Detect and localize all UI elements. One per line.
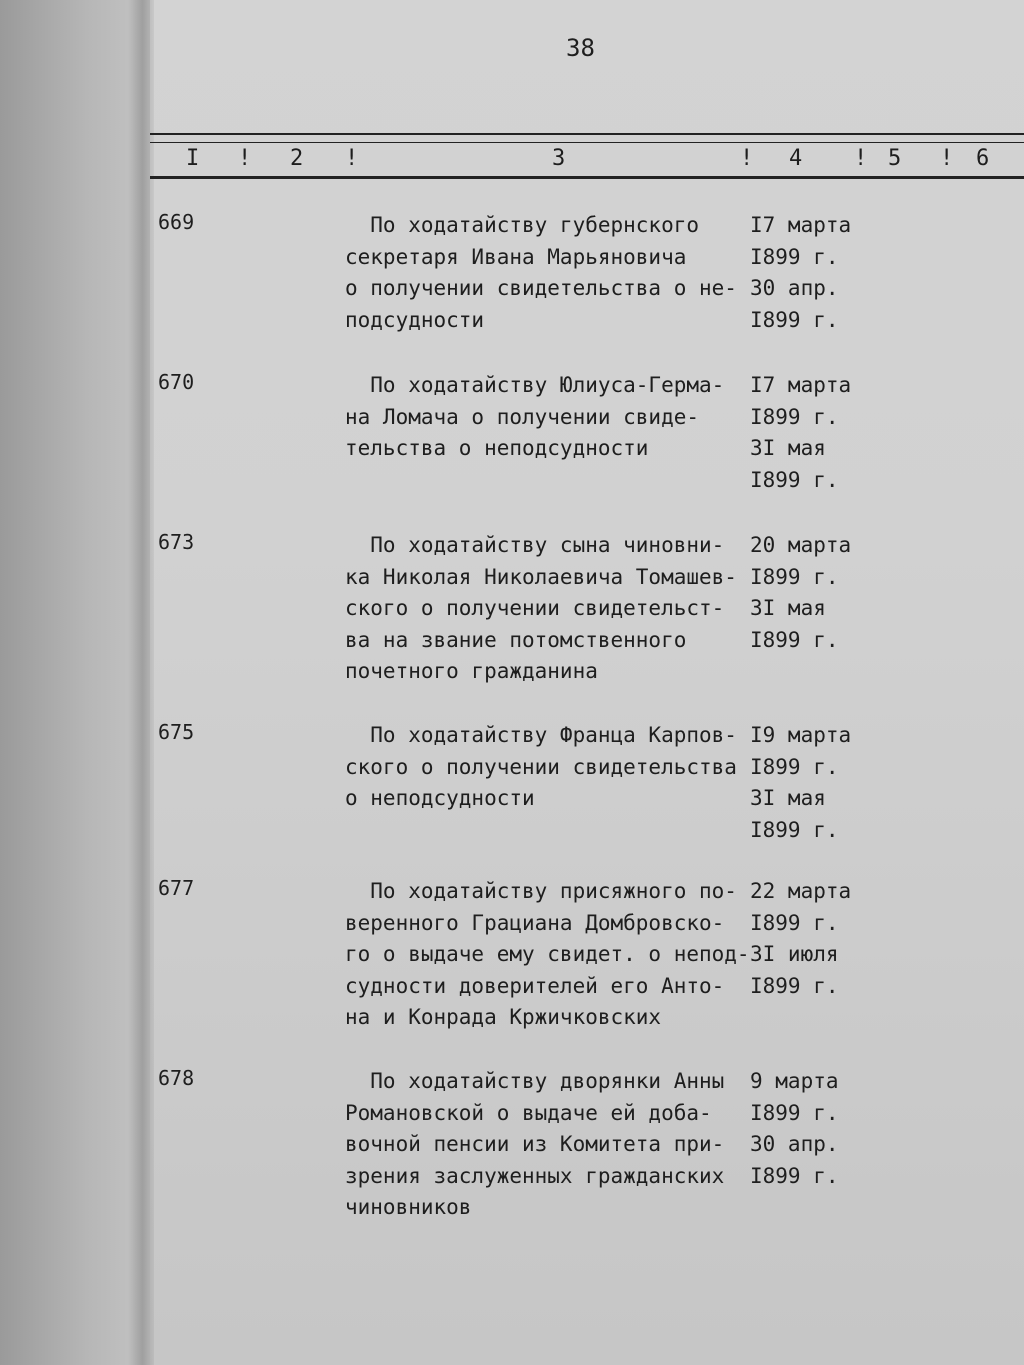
column-header-2: 2 xyxy=(290,146,304,171)
column-separator: ! xyxy=(345,146,359,171)
column-header-4: 4 xyxy=(789,146,803,171)
column-header-1: I xyxy=(186,146,200,171)
entry-number: 678 xyxy=(158,1066,195,1090)
page-number: 38 xyxy=(566,34,595,62)
table-header-rule-bottom xyxy=(150,176,1024,179)
column-separator: ! xyxy=(940,146,954,171)
column-separator: ! xyxy=(740,146,754,171)
book-spine-shadow xyxy=(128,0,154,1365)
column-separator: ! xyxy=(854,146,868,171)
entry-description: По ходатайству присяжного по- веренного Грациана Домбровско- го о выдаче ему свидет. о непод- судности доверителей его Анто- на и Конрада Кржичковских xyxy=(345,879,750,1029)
entry-number: 675 xyxy=(158,720,195,744)
column-header-3: 3 xyxy=(552,146,566,171)
entry-number: 670 xyxy=(158,370,195,394)
table-header-rule-top-thin xyxy=(150,142,1024,143)
entry-description: По ходатайству губернского секретаря Ивана Марьяновича о получении свидетельства о не- подсудности xyxy=(345,213,737,332)
entry-number: 669 xyxy=(158,210,195,234)
column-header-5: 5 xyxy=(888,146,902,171)
entry-description: По ходатайству дворянки Анны Романовской о выдаче ей доба- вочной пенсии из Комитета при- зрения заслуженных гражданских чиновников xyxy=(345,1069,725,1219)
entry-description: По ходатайству сына чиновни- ка Николая Николаевича Томашев- ского о получении свидетельст- ва на звание потомственного почетного гражданина xyxy=(345,533,737,683)
entry-dates: I7 марта I899 г. 3I мая I899 г. xyxy=(750,373,852,492)
entry-dates: I7 марта I899 г. 30 апр. I899 г. xyxy=(750,213,852,332)
entry-description: По ходатайству Юлиуса-Герма- на Ломача о получении свиде- тельства о неподсудности xyxy=(345,373,725,460)
entry-dates: I9 марта I899 г. 3I мая I899 г. xyxy=(750,723,852,842)
table-header-rule-top xyxy=(150,133,1024,135)
entry-dates: 9 марта I899 г. 30 апр. I899 г. xyxy=(750,1069,839,1188)
entry-dates: 20 марта I899 г. 3I мая I899 г. xyxy=(750,533,852,652)
column-separator: ! xyxy=(238,146,252,171)
entry-number: 673 xyxy=(158,530,195,554)
entry-dates: 22 марта I899 г. 3I июля I899 г. xyxy=(750,879,852,998)
entry-description: По ходатайству Франца Карпов- ского о получении свидетельства о неподсудности xyxy=(345,723,737,810)
column-header-6: 6 xyxy=(976,146,990,171)
entry-number: 677 xyxy=(158,876,195,900)
